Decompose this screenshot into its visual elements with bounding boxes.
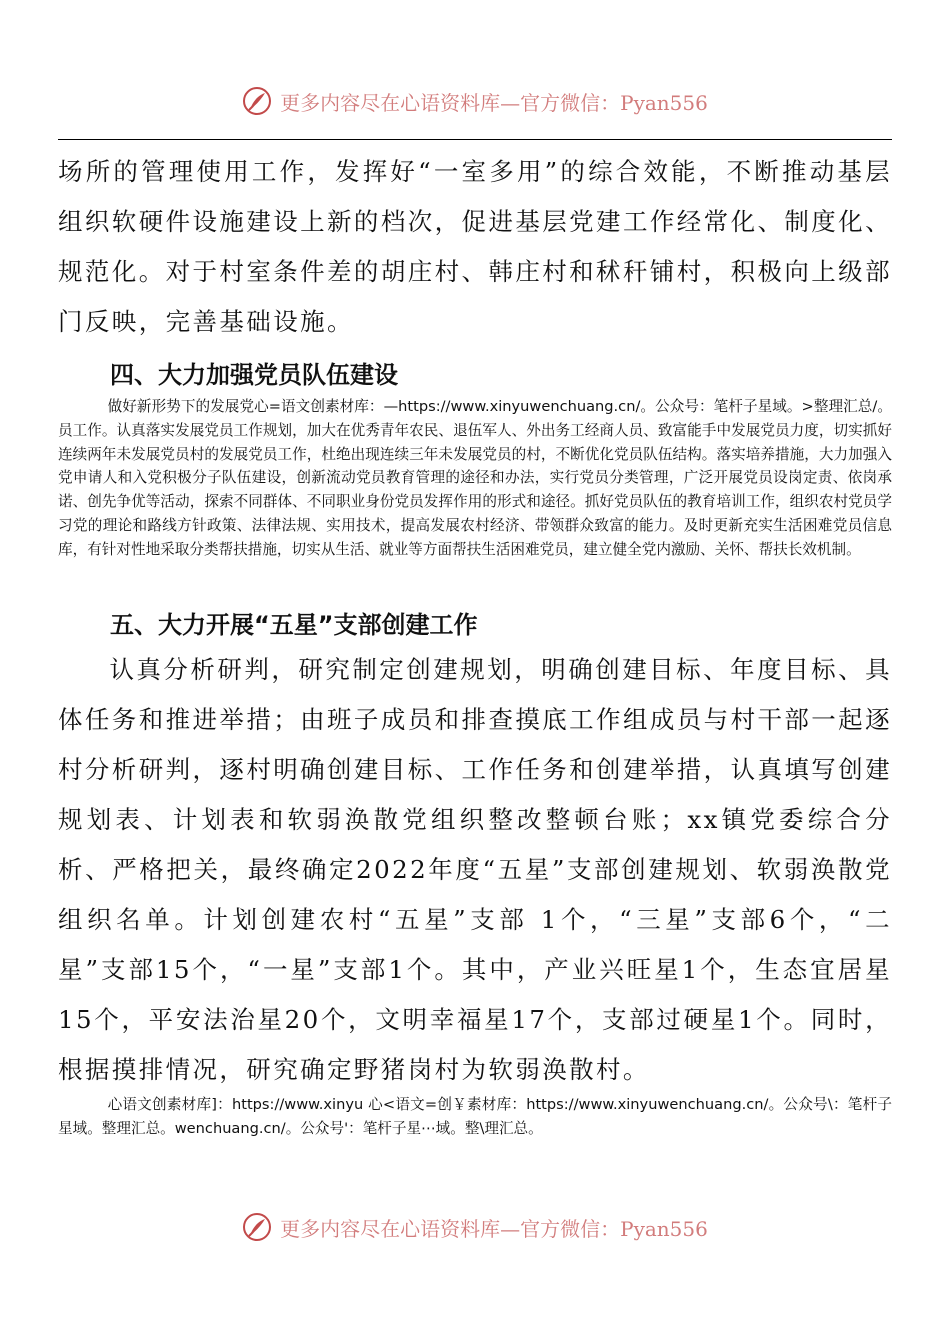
section-4-text: 做好新形势下的发展党心=语文创素材库：—https://www.xinyuwenchuang.cn/。公众号：笔杆子星域。>整理汇总/。员工作。认真落实发展党员工作规划，加大在优秀青年农民、退伍军人、外出务工经商人员、致富能手中发展党员力度，切实抓好连续两年未发展党员村的发展党员工作，杜绝出现连续三年未发展党员的村，不断优化党员队伍结构。落实培养措施，大力加强入党申请人和入党积极分子队伍建设，创新流动党员教育管理的途径和办法，实行党员分类管理，广泛开展党员设岗定责、依岗承诺、创先争优等活动，探索不同群体、不同职业身份党员发挥作用的形式和途径。抓好党员队伍的教育培训工作，组织农村党员学习党的理论和路线方针政策、法律法规、实用技术，提高发展农村经济、带领群众致富的能力。及时更新充实生活困难党员信息库，有针对性地采取分类帮扶措施，切实从生活、就业等方面帮扶生活困难党员，建立健全党内激励、关怀、帮扶长效机制。 [58, 398, 892, 558]
header-divider [58, 139, 892, 140]
section-5-body [58, 645, 892, 1095]
header-watermark-text: 更多内容尽在心语资料库—官方微信：Pyan556 [280, 90, 708, 115]
header-watermark [0, 86, 950, 116]
footer-watermark-text: 更多内容尽在心语资料库—官方微信：Pyan556 [280, 1216, 708, 1241]
quill-logo-icon [242, 1212, 272, 1242]
section-4-heading: 四、大力加强党员队伍建设 [110, 361, 398, 389]
section-5-heading: 五、大力开展“五星”支部创建工作 [110, 611, 478, 639]
paragraph-top-text: 场所的管理使用工作，发挥好“一室多用”的综合效能，不断推动基层组织软硬件设施建设上新的档次，促进基层党建工作经常化、制度化、规范化。对于村室条件差的胡庄村、韩庄村和秫秆铺村，积极向上级部门反映，完善基础设施。 [58, 157, 892, 336]
section-5-text: 认真分析研判，研究制定创建规划，明确创建目标、年度目标、具体任务和推进举措；由班子成员和排查摸底工作组成员与村干部一起逐村分析研判，逐村明确创建目标、工作任务和创建举措，认真填写创建规划表、计划表和软弱涣散党组织整改整顿台账；xx镇党委综合分析、严格把关，最终确定2022年度“五星”支部创建规划、软弱涣散党组织名单。计划创建农村“五星”支部 1个，“三星”支部6个，“二星”支部15个，“一星”支部1个。其中，产业兴旺星1个，生态宜居星15个，平安法治星20个，文明幸福星17个，支部过硬星1个。同时，根据摸排情况，研究确定野猪岗村为软弱涣散村。 [58, 655, 892, 1084]
footer-note-text: 心语文创素材库]：https://www.xinyu 心<语文=创￥素材库：https://www.xinyuwenchuang.cn/。公众号\：笔杆子星域。整理汇总。wenchuang.cn/。公众号'：笔杆子星⋯域。整\理汇总。 [58, 1096, 892, 1137]
paragraph-top [58, 147, 892, 347]
footer-watermark [0, 1212, 950, 1242]
quill-logo-icon [242, 86, 272, 116]
footer-note [58, 1093, 892, 1141]
section-4-body [58, 395, 892, 562]
